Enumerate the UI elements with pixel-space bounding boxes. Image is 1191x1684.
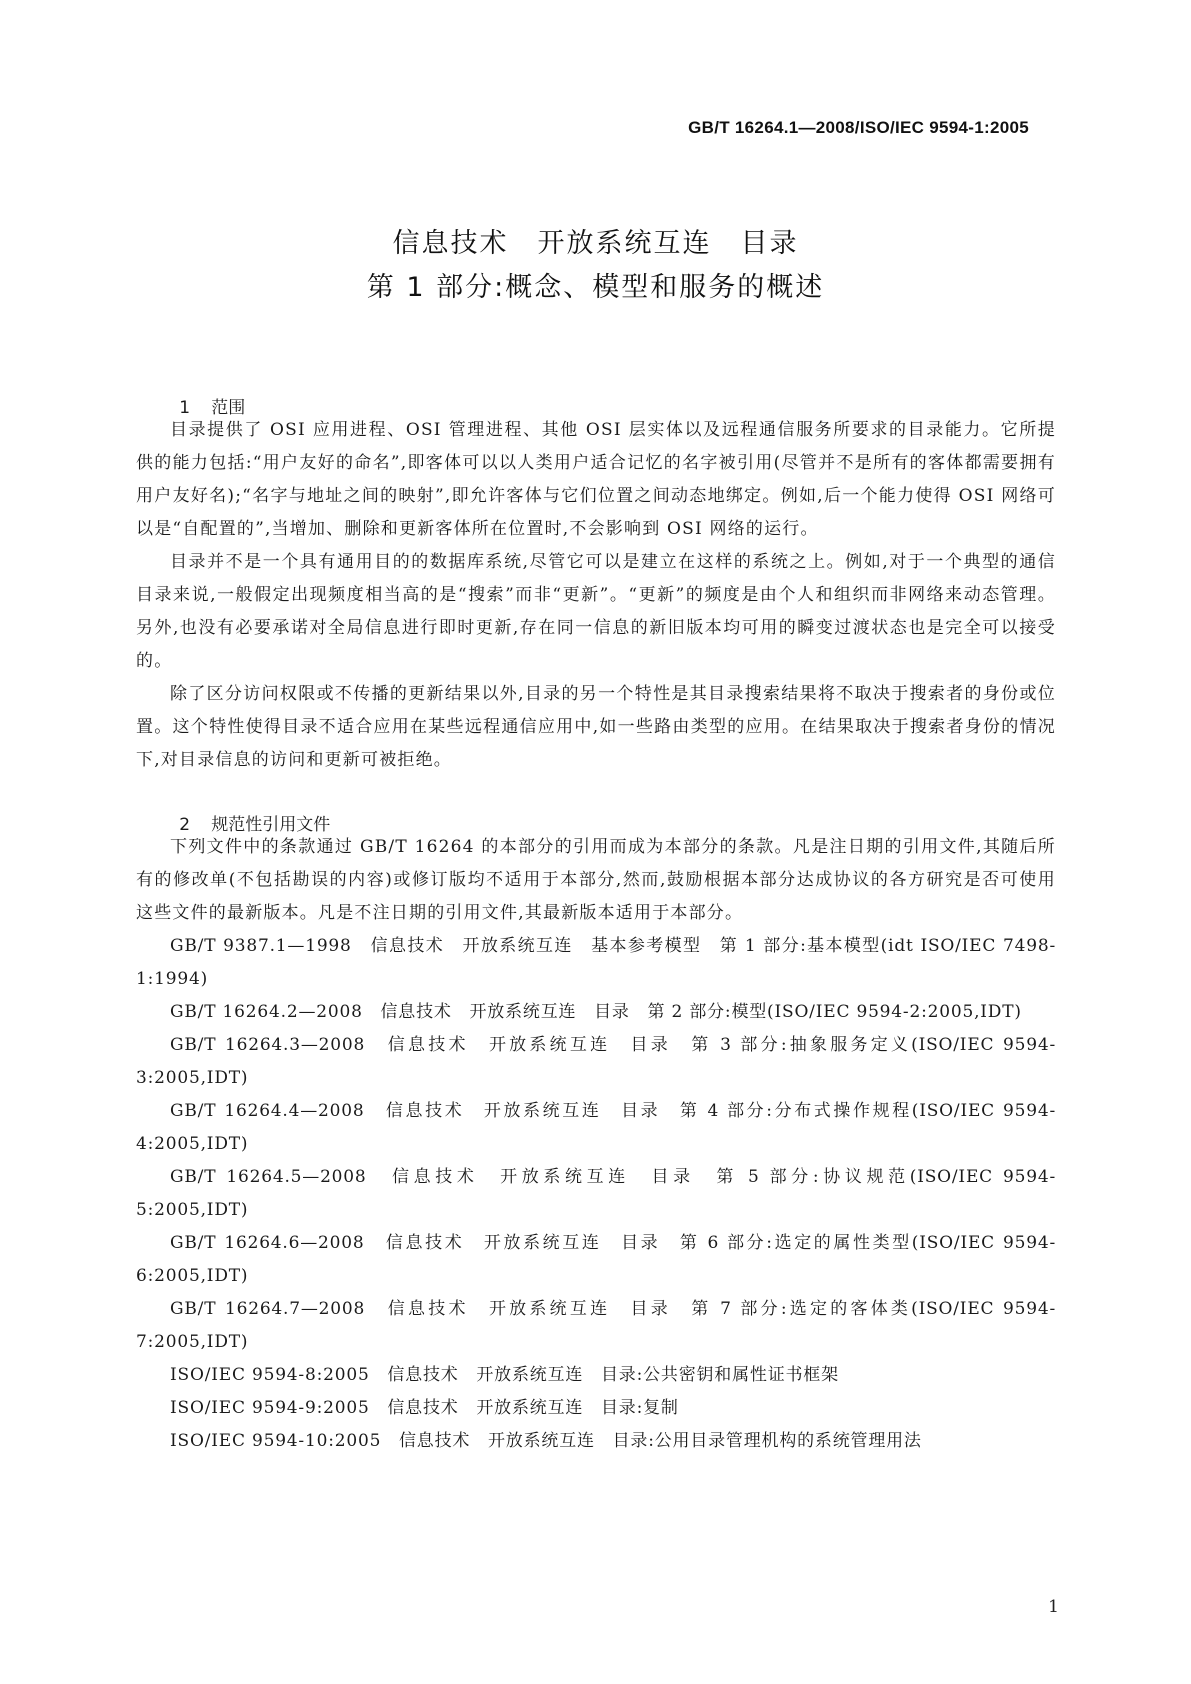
section-number: 2 <box>179 815 191 835</box>
reference-list <box>136 930 1056 1458</box>
reference-item: ISO/IEC 9594-10:2005 信息技术 开放系统互连 目录:公用目录管理机构的系统管理用法 <box>170 1431 922 1451</box>
title-line-1: 信息技术 开放系统互连 目录 <box>392 228 799 259</box>
title-line-2: 第 1 部分:概念、模型和服务的概述 <box>366 272 825 303</box>
paragraph: 下列文件中的条款通过 GB/T 16264 的本部分的引用而成为本部分的条款。凡是注日期的引用文件,其随后所有的修改单(不包括勘误的内容)或修订版均不适用于本部分,然而,鼓励根据本部分达成协议的各方研究是否可使用这些文件的最新版本。凡是不注日期的引用文件,其最新版本适用于本部分。 <box>136 837 1056 923</box>
section-title: 范围 <box>211 398 246 418</box>
reference-item: ISO/IEC 9594-8:2005 信息技术 开放系统互连 目录:公共密钥和属性证书框架 <box>170 1365 839 1385</box>
section-heading <box>136 372 1056 418</box>
section-heading <box>136 789 1056 835</box>
reference-item: GB/T 16264.2—2008 信息技术 开放系统互连 目录 第 2 部分:模型(ISO/IEC 9594-2:2005,IDT) <box>170 1002 1022 1022</box>
paragraph: 目录并不是一个具有通用目的的数据库系统,尽管它可以是建立在这样的系统之上。例如,对于一个典型的通信目录来说,一般假定出现频度相当高的是“搜索”而非“更新”。“更新”的频度是由个人和组织而非网络来动态管理。另外,也没有必要承诺对全局信息进行即时更新,存在同一信息的新旧版本均可用的瞬变过渡状态也是完全可以接受的。 <box>136 552 1056 671</box>
section-title: 规范性引用文件 <box>211 815 331 835</box>
document-title <box>0 222 1191 310</box>
reference-item: GB/T 16264.4—2008 信息技术 开放系统互连 目录 第 4 部分:分布式操作规程(ISO/IEC 9594-4:2005,IDT) <box>136 1101 1056 1154</box>
section-scope <box>136 372 1056 777</box>
reference-item: ISO/IEC 9594-9:2005 信息技术 开放系统互连 目录:复制 <box>170 1398 679 1418</box>
section-number: 1 <box>179 398 191 418</box>
paragraph: 目录提供了 OSI 应用进程、OSI 管理进程、其他 OSI 层实体以及远程通信服务所要求的目录能力。它所提供的能力包括:“用户友好的命名”,即客体可以以人类用户适合记忆的名字被引用(尽管并不是所有的客体都需要拥有用户友好名);“名字与地址之间的映射”,即允许客体与它们位置之间动态地绑定。例如,后一个能力使得 OSI 网络可以是“自配置的”,当增加、删除和更新客体所在位置时,不会影响到 OSI 网络的运行。 <box>136 420 1056 539</box>
reference-item: GB/T 16264.7—2008 信息技术 开放系统互连 目录 第 7 部分:选定的客体类(ISO/IEC 9594-7:2005,IDT) <box>136 1299 1056 1352</box>
reference-item: GB/T 16264.3—2008 信息技术 开放系统互连 目录 第 3 部分:抽象服务定义(ISO/IEC 9594-3:2005,IDT) <box>136 1035 1056 1088</box>
document-body <box>136 372 1056 1458</box>
reference-item: GB/T 16264.6—2008 信息技术 开放系统互连 目录 第 6 部分:选定的属性类型(ISO/IEC 9594-6:2005,IDT) <box>136 1233 1056 1286</box>
section-normative-references <box>136 789 1056 1458</box>
reference-item: GB/T 9387.1—1998 信息技术 开放系统互连 基本参考模型 第 1 部分:基本模型(idt ISO/IEC 7498-1:1994) <box>136 936 1056 989</box>
standard-number-header: GB/T 16264.1—2008/ISO/IEC 9594-1:2005 <box>688 118 1029 137</box>
reference-item: GB/T 16264.5—2008 信息技术 开放系统互连 目录 第 5 部分:协议规范(ISO/IEC 9594-5:2005,IDT) <box>136 1167 1056 1220</box>
page-number: 1 <box>1048 1597 1059 1617</box>
paragraph: 除了区分访问权限或不传播的更新结果以外,目录的另一个特性是其目录搜索结果将不取决于搜索者的身份或位置。这个特性使得目录不适合应用在某些远程通信应用中,如一些路由类型的应用。在结果取决于搜索者身份的情况下,对目录信息的访问和更新可被拒绝。 <box>136 684 1056 770</box>
